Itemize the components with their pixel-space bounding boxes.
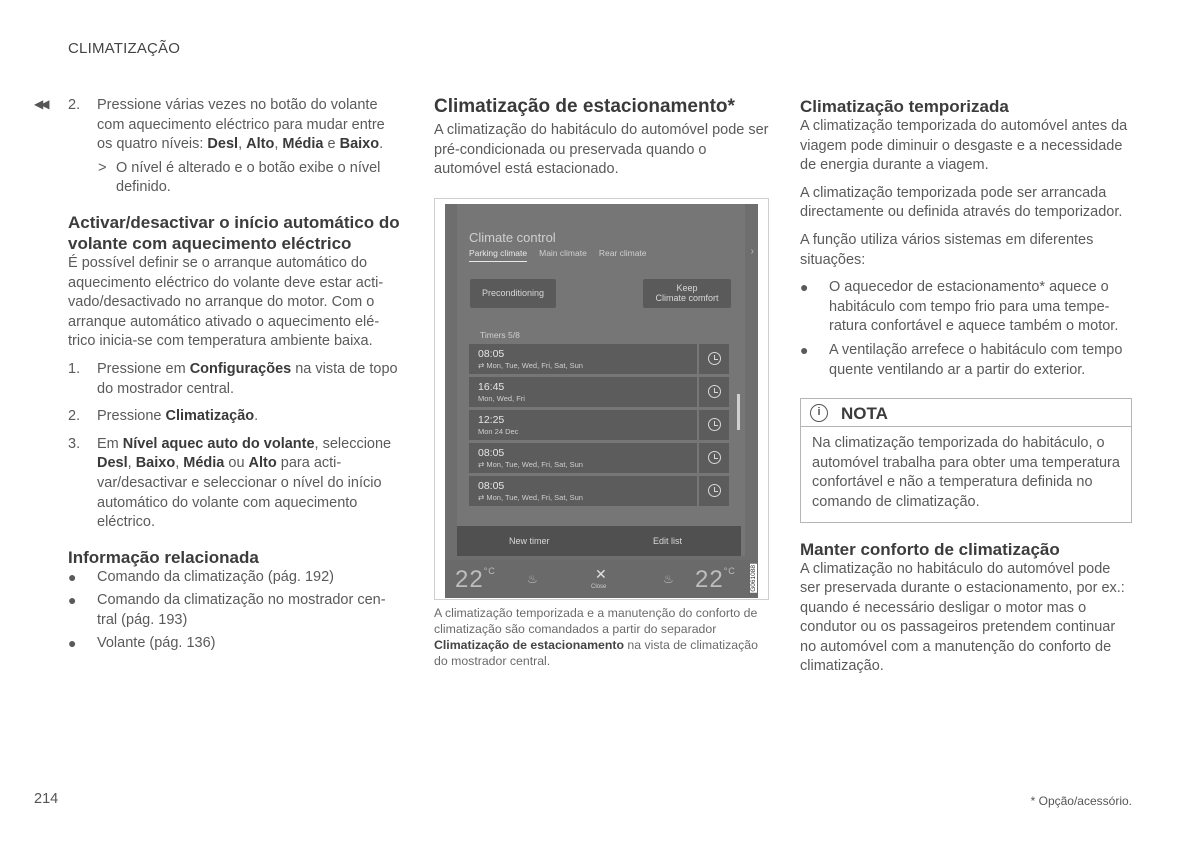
timer-row[interactable]: 12:25 Mon 24 Dec xyxy=(469,410,697,440)
tab-main-climate[interactable]: Main climate xyxy=(539,247,587,258)
paragraph-auto-start: É possível definir se o arranque automático do aquecimento eléctrico do volante deve estar activado/desactivado no arranque do motor. Com o arranque automático ativado o aquecimento elétrico inicia-se com temperatura ambiente baixa. xyxy=(68,254,384,350)
screen-tabs xyxy=(469,248,647,262)
temp-right[interactable]: $22^{^\circ C}$ xyxy=(695,565,736,593)
note-box xyxy=(800,398,1132,522)
related-link-2[interactable]: ● Comando da climatização no mostrador central (pág. 193) xyxy=(68,592,386,628)
heading-related-info: Informação relacionada xyxy=(68,547,259,567)
heading-auto-start: Activar/desactivar o início automático do volante com aquecimento eléctrico xyxy=(68,212,400,253)
climate-screen-figure xyxy=(434,198,769,600)
heading-timed-climate: Climatização temporizada xyxy=(800,97,1009,116)
timer-clock-icon[interactable] xyxy=(699,410,729,440)
chevron-right-icon[interactable]: › xyxy=(750,245,754,257)
new-timer-button[interactable]: New timer xyxy=(509,535,550,546)
timer-actions-bar xyxy=(457,526,741,556)
section-header: CLIMATIZAÇÃO xyxy=(68,40,181,57)
continued-marker-icon: ◀◀ xyxy=(34,97,47,111)
timer-clock-icon[interactable] xyxy=(699,377,729,407)
title-parking-climate: Climatização de estacionamento* xyxy=(434,96,735,117)
timers-count: Timers 5/8 xyxy=(480,329,520,340)
paragraph-keep-comfort: A climatização no habitáculo do automóvel pode ser preservada durante o estacionamento, por ex.: quando é necessário desligar o motor mas o condutor ou os passageiros pretendem continuar no automóvel com a manutenção do conforto de climatização. xyxy=(800,560,1125,675)
timer-clock-icon[interactable] xyxy=(699,443,729,473)
timer-row[interactable]: 08:05 ⇄ Mon, Tue, Wed, Fri, Sat, Sun xyxy=(469,344,697,374)
timer-row[interactable]: 16:45 Mon, Wed, Fri xyxy=(469,377,697,407)
step-2: 2. Pressione várias vezes no botão do volante com aquecimento eléctrico para mudar entre os quatro níveis: Desl, Alto, Média e Baixo. xyxy=(68,97,385,153)
edit-list-button[interactable]: Edit list xyxy=(653,535,683,546)
list-item: ● A ventilação arrefece o habitáculo com tempo quente ventilando ar a partir do exterior. xyxy=(800,341,1123,378)
note-text: Na climatização temporizada do habitáculo, o automóvel trabalha para obter uma temperatura confortável e não a temperatura definida no comando de climatização. xyxy=(812,435,1120,510)
note-title: NOTA xyxy=(841,404,888,424)
footnote: * Opção/acessório. xyxy=(1030,794,1132,808)
timer-row[interactable]: 08:05 ⇄ Mon, Tue, Wed, Fri, Sat, Sun xyxy=(469,476,697,506)
step-2b: 2. Pressione Climatização. xyxy=(68,408,259,425)
temperature-strip xyxy=(445,560,758,598)
intro-parking-climate: A climatização do habitáculo do automóvel pode ser pré-condicionada ou preservada quando o automóvel está estacionado. xyxy=(434,122,769,178)
figure-caption: A climatização temporizada e a manutenção do conforto de climatização são comandados a partir do separador Climatização de estacionamento na vista de climatização do mostrador central. xyxy=(434,605,758,668)
preconditioning-button[interactable]: Preconditioning xyxy=(470,279,556,308)
heading-keep-comfort: Manter conforto de climatização xyxy=(800,539,1060,559)
right-column xyxy=(800,96,1132,677)
seat-heat-left-icon[interactable]: ♨ xyxy=(527,571,538,586)
timers-scrollbar[interactable] xyxy=(737,394,740,430)
close-icon[interactable]: ✕ xyxy=(595,565,607,582)
figure-code: G061088 xyxy=(750,564,757,592)
timer-row[interactable]: 08:05 ⇄ Mon, Tue, Wed, Fri, Sat, Sun xyxy=(469,443,697,473)
related-link-3[interactable]: ● Volante (pág. 136) xyxy=(68,635,216,652)
left-column xyxy=(68,96,400,654)
temp-left[interactable]: $22^{^\circ C}$ xyxy=(455,565,496,593)
seat-heat-right-icon[interactable]: ♨ xyxy=(663,571,674,586)
close-label: Close xyxy=(591,583,607,590)
list-item: ● O aquecedor de estacionamento* aquece o habitáculo com tempo frio para uma temperatura confortável e aquece também o motor. xyxy=(800,279,1119,335)
step-1: 1. Pressione em Configurações na vista de topo do mostrador central. xyxy=(68,360,398,397)
keep-climate-label: Keep Climate comfort xyxy=(655,283,719,304)
page-number: 214 xyxy=(34,791,59,807)
step-2-result: > O nível é alterado e o botão exibe o nível definido. xyxy=(98,159,381,196)
paragraph-timed-3: A função utiliza vários sistemas em diferentes situações: xyxy=(800,231,1094,268)
screen-title: Climate control xyxy=(469,229,556,245)
keep-climate-comfort-button[interactable] xyxy=(643,279,731,308)
timer-clock-icon[interactable] xyxy=(699,476,729,506)
paragraph-timed-1: A climatização temporizada do automóvel antes da viagem pode diminuir o desgaste e a necessidade de energia durante a viagem. xyxy=(800,118,1128,174)
step-3: 3. Em Nível aquec auto do volante, seleccione Desl, Baixo, Média ou Alto para activar/desactivar e seleccionar o nível do início automático do volante com aquecimento eléctrico. xyxy=(68,435,392,531)
info-icon: i xyxy=(810,404,828,422)
related-link-1[interactable]: ● Comando da climatização (pág. 192) xyxy=(68,568,334,585)
paragraph-timed-2: A climatização temporizada pode ser arrancada directamente ou definida através do temporizador. xyxy=(800,184,1123,221)
middle-column xyxy=(434,96,769,669)
timer-clock-icon[interactable] xyxy=(699,344,729,374)
tab-rear-climate[interactable]: Rear climate xyxy=(598,247,647,258)
tab-parking-climate[interactable]: Parking climate xyxy=(469,248,527,262)
climate-screen xyxy=(445,204,758,598)
